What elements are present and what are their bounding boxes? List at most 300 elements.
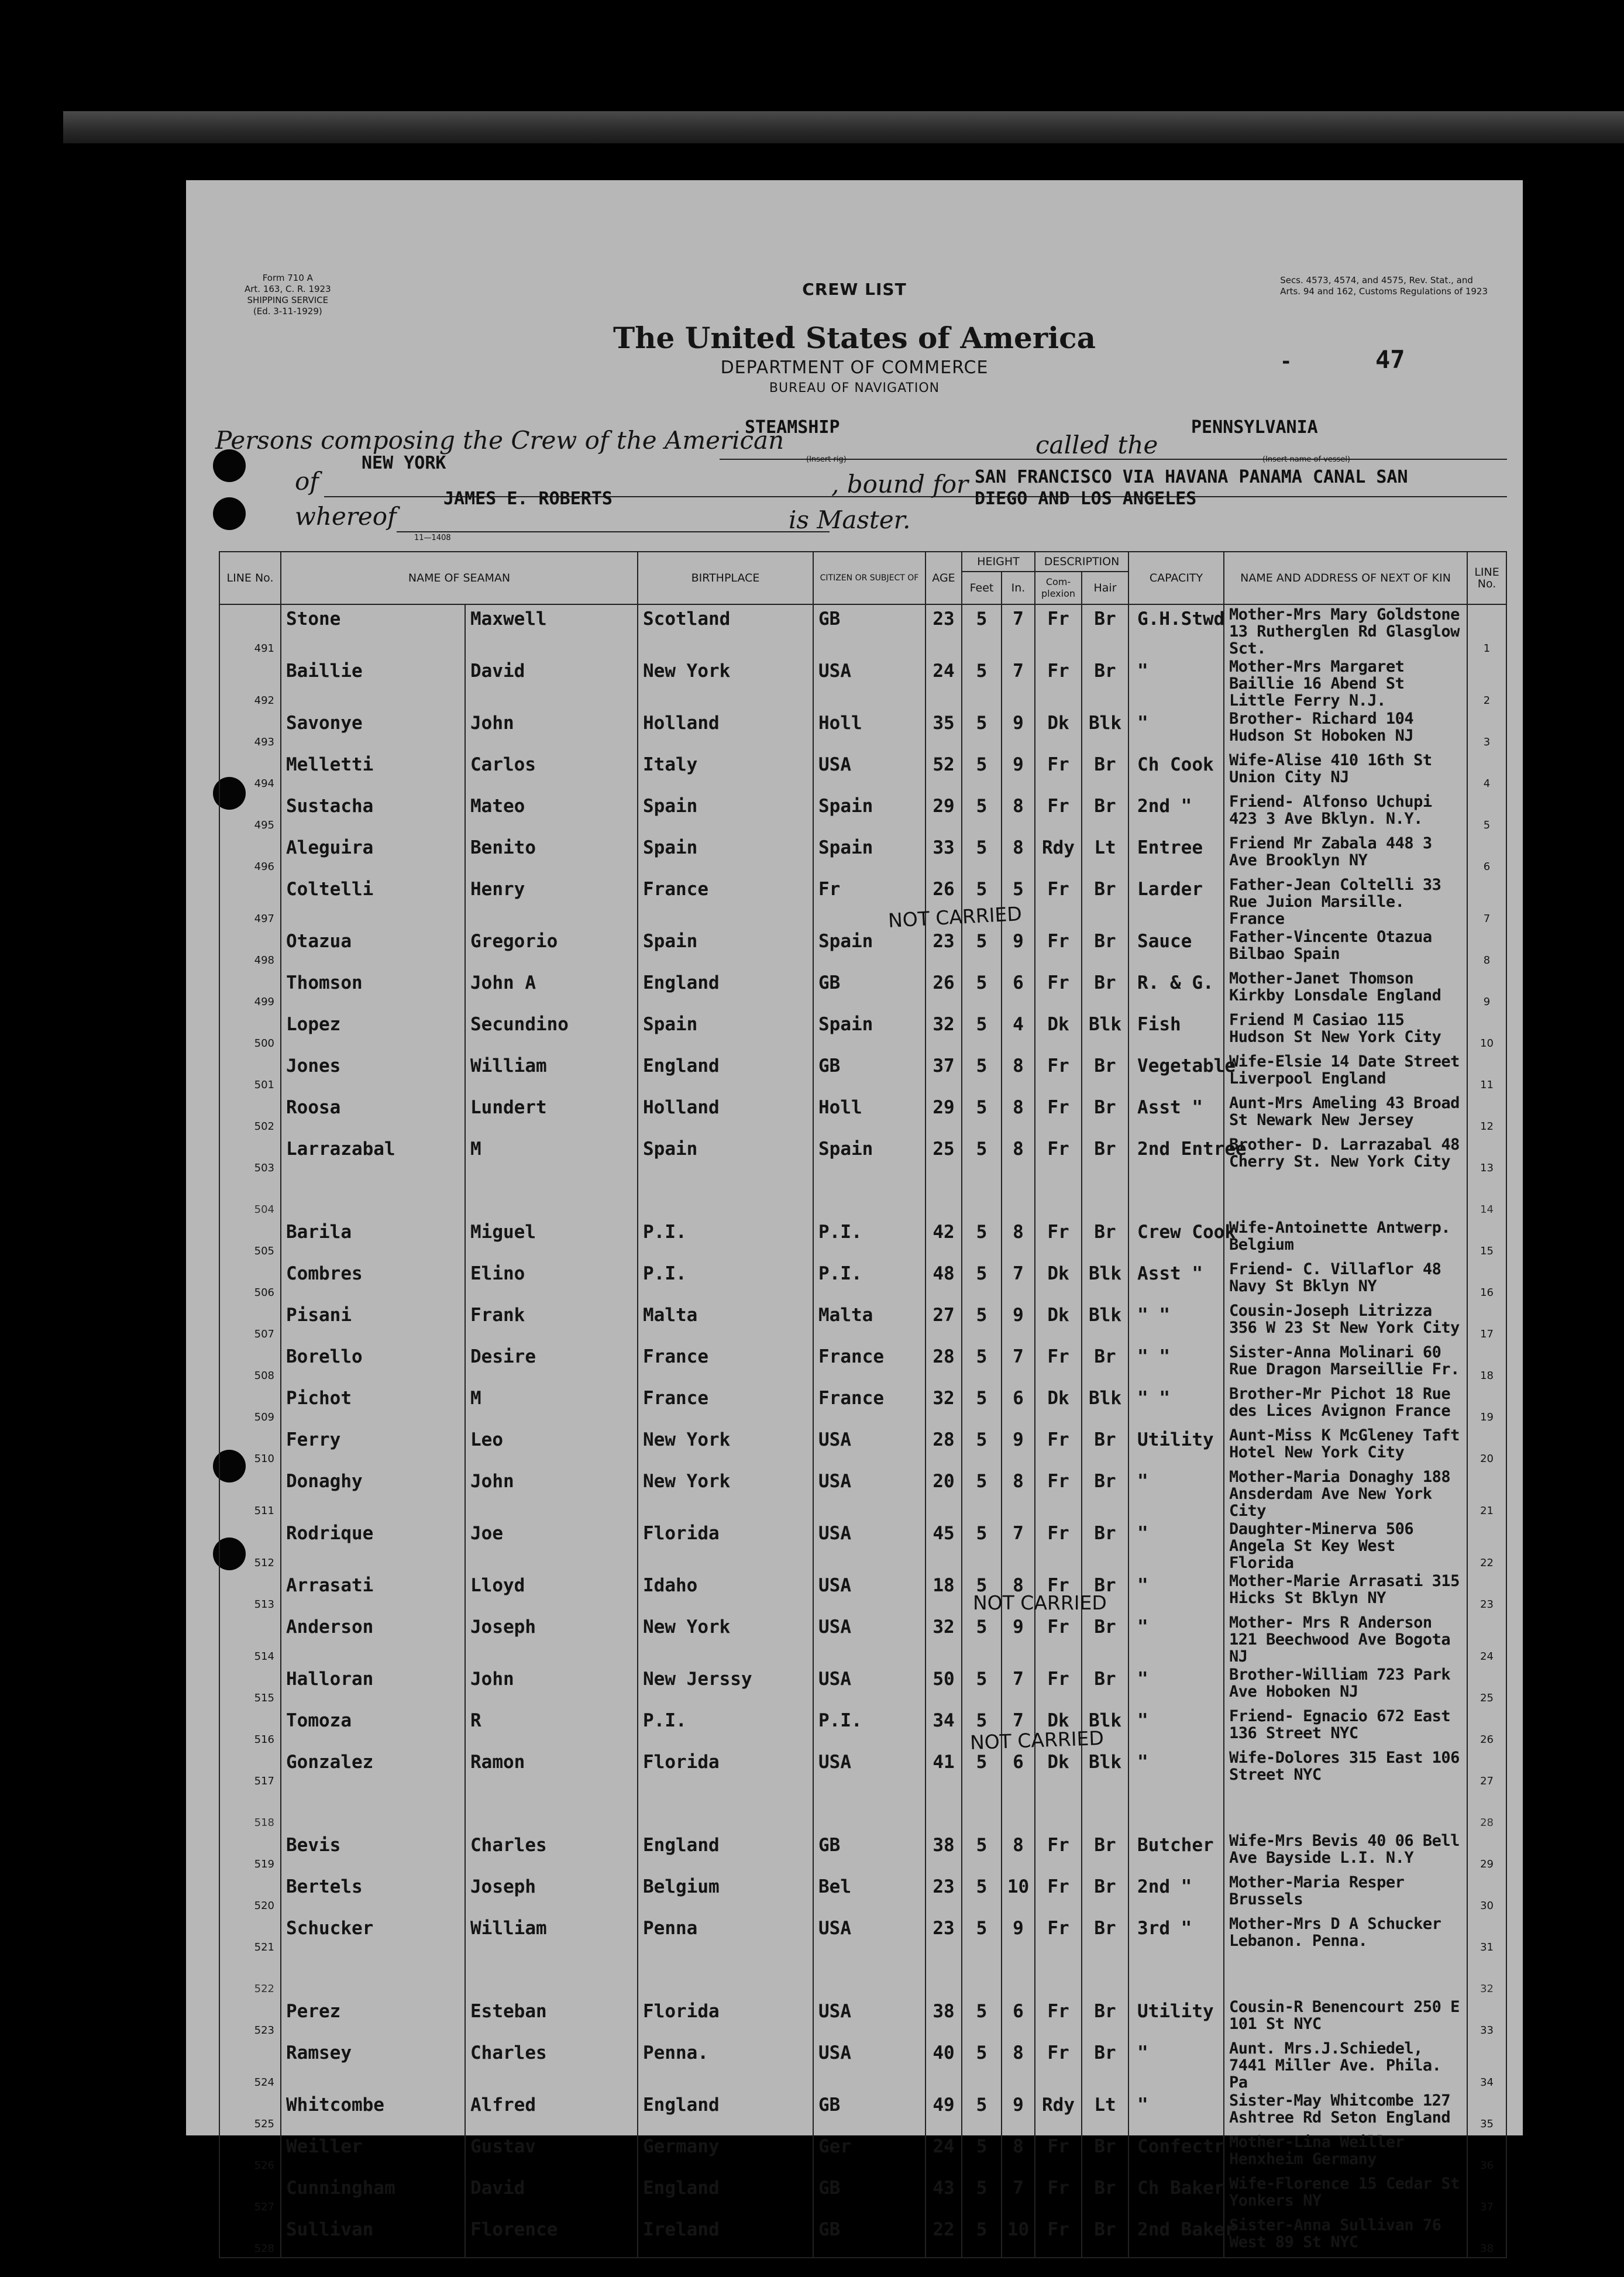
seaman-surname: Aleguira bbox=[281, 834, 465, 875]
height-feet-cell: 5 bbox=[962, 1467, 1002, 1519]
birthplace-cell: England bbox=[638, 1052, 813, 1093]
capacity-cell: Confectr bbox=[1128, 2132, 1224, 2174]
col-age: AGE bbox=[925, 552, 962, 604]
height-feet-cell: 5 bbox=[962, 969, 1002, 1010]
col-height: HEIGHT bbox=[962, 552, 1035, 572]
height-inches-cell: 5 bbox=[1002, 875, 1035, 927]
complexion-cell: Fr bbox=[1035, 875, 1082, 927]
birthplace-cell: P.I. bbox=[638, 1218, 813, 1260]
hair-cell: Br bbox=[1082, 792, 1128, 834]
table-row bbox=[219, 1707, 1506, 1748]
is-master-label: is Master. bbox=[789, 505, 911, 534]
birthplace-cell: New York bbox=[638, 657, 813, 709]
age-cell: 40 bbox=[925, 2039, 962, 2091]
form-number: Form 710 A bbox=[262, 273, 313, 283]
height-feet-cell: 5 bbox=[962, 875, 1002, 927]
capacity-cell: " bbox=[1128, 1467, 1224, 1519]
citizenship-cell: USA bbox=[813, 1519, 925, 1571]
next-of-kin-cell: Aunt-Miss K McGleney Taft Hotel New York City bbox=[1224, 1426, 1467, 1467]
print-code: 11—1408 bbox=[414, 534, 451, 542]
capacity-cell: Asst " bbox=[1128, 1260, 1224, 1301]
height-inches-cell: 7 bbox=[1002, 1519, 1035, 1571]
line-number-cell: 18 bbox=[1467, 1343, 1506, 1384]
line-number-cell: 16 bbox=[1467, 1260, 1506, 1301]
next-of-kin-cell: Sister-May Whitcombe 127 Ashtree Rd Seton England bbox=[1224, 2091, 1467, 2132]
citizenship-cell: USA bbox=[813, 1571, 925, 1613]
col-next-of-kin: NAME AND ADDRESS OF NEXT OF KIN bbox=[1224, 552, 1467, 604]
hair-cell: Br bbox=[1082, 2174, 1128, 2216]
hair-cell: Br bbox=[1082, 2039, 1128, 2091]
insert-vessel-caption: (Insert name of vessel) bbox=[1262, 455, 1351, 464]
birthplace-cell: England bbox=[638, 2091, 813, 2132]
age-cell: 23 bbox=[925, 604, 962, 657]
line-number-cell: 9 bbox=[1467, 969, 1506, 1010]
line-number-cell: 30 bbox=[1467, 1873, 1506, 1914]
citizenship-cell: Fr bbox=[813, 875, 925, 927]
not-carried-handwritten: NOT CARRIED bbox=[973, 1591, 1107, 1614]
next-of-kin-cell: Wife-Alise 410 16th St Union City NJ bbox=[1224, 751, 1467, 792]
birthplace-cell: France bbox=[638, 1343, 813, 1384]
crew-list-title: CREW LIST bbox=[802, 280, 907, 299]
capacity-cell: " bbox=[1128, 709, 1224, 751]
seaman-given-name: John bbox=[465, 1467, 638, 1519]
capacity-cell: 2nd " bbox=[1128, 792, 1224, 834]
col-feet: Feet bbox=[962, 572, 1002, 604]
height-inches-cell: 9 bbox=[1002, 1301, 1035, 1343]
height-feet-cell: 5 bbox=[962, 2091, 1002, 2132]
height-inches-cell: 8 bbox=[1002, 1831, 1035, 1873]
col-line-no-right: LINE No. bbox=[1467, 552, 1506, 604]
table-row bbox=[219, 1177, 1506, 1218]
line-number-cell: 27 bbox=[1467, 1748, 1506, 1790]
seaman-given-name: John bbox=[465, 1665, 638, 1707]
next-of-kin-cell: Sister-Anna Sullivan 76 West 89 St NYC bbox=[1224, 2216, 1467, 2258]
height-inches-cell: 6 bbox=[1002, 1997, 1035, 2039]
capacity-cell: Ch Baker bbox=[1128, 2174, 1224, 2216]
birthplace-cell: France bbox=[638, 1384, 813, 1426]
table-row bbox=[219, 1665, 1506, 1707]
row-serial-number: 493 bbox=[219, 709, 281, 751]
next-of-kin-cell: Wife-Mrs Bevis 40 06 Bell Ave Bayside L.I. N.Y bbox=[1224, 1831, 1467, 1873]
birthplace-cell: Holland bbox=[638, 709, 813, 751]
table-row bbox=[219, 1790, 1506, 1831]
table-row bbox=[219, 1748, 1506, 1790]
citizenship-cell: Spain bbox=[813, 927, 925, 969]
table-row bbox=[219, 1010, 1506, 1052]
crew-table-body bbox=[219, 604, 1506, 2258]
complexion-cell: Dk bbox=[1035, 1010, 1082, 1052]
hair-cell: Br bbox=[1082, 1613, 1128, 1665]
birthplace-cell: England bbox=[638, 969, 813, 1010]
citizenship-cell: GB bbox=[813, 969, 925, 1010]
height-feet-cell: 5 bbox=[962, 1748, 1002, 1790]
seaman-given-name: Ramon bbox=[465, 1748, 638, 1790]
row-serial-number: 503 bbox=[219, 1135, 281, 1177]
row-serial-number: 521 bbox=[219, 1914, 281, 1956]
age-cell: 24 bbox=[925, 657, 962, 709]
bureau-title: BUREAU OF NAVIGATION bbox=[769, 381, 940, 395]
seaman-surname: Combres bbox=[281, 1260, 465, 1301]
age-cell: 33 bbox=[925, 834, 962, 875]
seaman-given-name: Joseph bbox=[465, 1613, 638, 1665]
complexion-cell: Fr bbox=[1035, 1519, 1082, 1571]
seaman-given-name: William bbox=[465, 1914, 638, 1956]
seaman-given-name: Esteban bbox=[465, 1997, 638, 2039]
seaman-given-name: Alfred bbox=[465, 2091, 638, 2132]
citizenship-cell: Bel bbox=[813, 1873, 925, 1914]
seaman-surname: Sullivan bbox=[281, 2216, 465, 2258]
row-serial-number: 524 bbox=[219, 2039, 281, 2091]
capacity-cell: 2nd Baker bbox=[1128, 2216, 1224, 2258]
capacity-cell: Utility bbox=[1128, 1426, 1224, 1467]
birthplace-cell: Italy bbox=[638, 751, 813, 792]
line-number-cell: 23 bbox=[1467, 1571, 1506, 1613]
seaman-surname: Barila bbox=[281, 1218, 465, 1260]
row-serial-number: 512 bbox=[219, 1519, 281, 1571]
called-label: called the bbox=[1035, 431, 1158, 459]
next-of-kin-cell: Friend Mr Zabala 448 3 Ave Brooklyn NY bbox=[1224, 834, 1467, 875]
age-cell: 24 bbox=[925, 2132, 962, 2174]
line-number-cell: 19 bbox=[1467, 1384, 1506, 1426]
citizenship-cell: Ger bbox=[813, 2132, 925, 2174]
complexion-cell: Dk bbox=[1035, 1748, 1082, 1790]
height-inches-cell: 9 bbox=[1002, 1613, 1035, 1665]
capacity-cell: " " bbox=[1128, 1343, 1224, 1384]
citizenship-cell: USA bbox=[813, 751, 925, 792]
height-inches-cell: 10 bbox=[1002, 1873, 1035, 1914]
table-row bbox=[219, 604, 1506, 657]
height-feet-cell: 5 bbox=[962, 2174, 1002, 2216]
complexion-cell bbox=[1035, 1956, 1082, 1997]
height-feet-cell: 5 bbox=[962, 1052, 1002, 1093]
hair-cell: Br bbox=[1082, 1873, 1128, 1914]
line-number-cell: 1 bbox=[1467, 604, 1506, 657]
seaman-surname: Bevis bbox=[281, 1831, 465, 1873]
birthplace-cell: New Jerssy bbox=[638, 1665, 813, 1707]
destination-line-1: SAN FRANCISCO VIA HAVANA PANAMA CANAL SAN bbox=[975, 467, 1408, 487]
table-row bbox=[219, 2174, 1506, 2216]
hair-cell: Br bbox=[1082, 1997, 1128, 2039]
next-of-kin-cell: Friend- Egnacio 672 East 136 Street NYC bbox=[1224, 1707, 1467, 1748]
capacity-cell: " bbox=[1128, 1665, 1224, 1707]
col-citizen: CITIZEN OR SUBJECT OF bbox=[813, 552, 925, 604]
birthplace-cell: Spain bbox=[638, 1010, 813, 1052]
age-cell: 35 bbox=[925, 709, 962, 751]
next-of-kin-cell: Friend- Alfonso Uchupi 423 3 Ave Bklyn. N.Y. bbox=[1224, 792, 1467, 834]
table-row bbox=[219, 2091, 1506, 2132]
citizenship-cell: USA bbox=[813, 1426, 925, 1467]
seaman-surname: Savonye bbox=[281, 709, 465, 751]
birthplace-cell: France bbox=[638, 875, 813, 927]
citizenship-cell: P.I. bbox=[813, 1260, 925, 1301]
age-cell: 38 bbox=[925, 1997, 962, 2039]
age-cell: 26 bbox=[925, 875, 962, 927]
capacity-cell: 2nd Entree bbox=[1128, 1135, 1224, 1177]
table-row bbox=[219, 1571, 1506, 1613]
age-cell: 28 bbox=[925, 1426, 962, 1467]
col-birthplace: BIRTHPLACE bbox=[638, 552, 813, 604]
insert-rig-caption: (Insert rig) bbox=[806, 455, 847, 464]
seaman-given-name: Secundino bbox=[465, 1010, 638, 1052]
citizenship-cell bbox=[813, 1790, 925, 1831]
capacity-cell: " " bbox=[1128, 1384, 1224, 1426]
statute-line-2: Arts. 94 and 162, Customs Regulations of 1923 bbox=[1280, 286, 1488, 297]
next-of-kin-cell: Wife-Dolores 315 East 106 Street NYC bbox=[1224, 1748, 1467, 1790]
seaman-surname: Rodrique bbox=[281, 1519, 465, 1571]
birthplace-cell: Penna bbox=[638, 1914, 813, 1956]
seaman-surname: Halloran bbox=[281, 1665, 465, 1707]
hair-cell: Br bbox=[1082, 604, 1128, 657]
complexion-cell: Fr bbox=[1035, 2216, 1082, 2258]
height-inches-cell: 7 bbox=[1002, 1343, 1035, 1384]
capacity-cell: " " bbox=[1128, 1301, 1224, 1343]
capacity-cell: G.H.Stwd bbox=[1128, 604, 1224, 657]
height-inches-cell: 8 bbox=[1002, 1571, 1035, 1613]
capacity-cell: " bbox=[1128, 657, 1224, 709]
seaman-surname: Pisani bbox=[281, 1301, 465, 1343]
complexion-cell: Dk bbox=[1035, 1301, 1082, 1343]
row-serial-number: 528 bbox=[219, 2216, 281, 2258]
citizenship-cell: GB bbox=[813, 2216, 925, 2258]
line-number-cell: 14 bbox=[1467, 1177, 1506, 1218]
age-cell: 45 bbox=[925, 1519, 962, 1571]
row-serial-number: 491 bbox=[219, 604, 281, 657]
row-serial-number: 492 bbox=[219, 657, 281, 709]
birthplace-cell: Spain bbox=[638, 792, 813, 834]
age-cell: 22 bbox=[925, 2216, 962, 2258]
seaman-given-name: William bbox=[465, 1052, 638, 1093]
col-line-no: LINE No. bbox=[219, 552, 281, 604]
seaman-surname bbox=[281, 1790, 465, 1831]
capacity-cell: Butcher bbox=[1128, 1831, 1224, 1873]
col-inches: In. bbox=[1002, 572, 1035, 604]
capacity-cell: " bbox=[1128, 1519, 1224, 1571]
capacity-cell: Utility bbox=[1128, 1997, 1224, 2039]
seaman-given-name: John bbox=[465, 709, 638, 751]
complexion-cell: Fr bbox=[1035, 604, 1082, 657]
age-cell: 20 bbox=[925, 1467, 962, 1519]
capacity-cell: Larder bbox=[1128, 875, 1224, 927]
seaman-given-name: Elino bbox=[465, 1260, 638, 1301]
height-inches-cell: 8 bbox=[1002, 792, 1035, 834]
table-row bbox=[219, 1343, 1506, 1384]
age-cell: 23 bbox=[925, 1914, 962, 1956]
hair-cell: Br bbox=[1082, 1343, 1128, 1384]
seaman-surname: Borello bbox=[281, 1343, 465, 1384]
complexion-cell: Fr bbox=[1035, 927, 1082, 969]
seaman-surname: Stone bbox=[281, 604, 465, 657]
row-serial-number: 525 bbox=[219, 2091, 281, 2132]
seaman-given-name: Charles bbox=[465, 2039, 638, 2091]
next-of-kin-cell: Brother- Richard 104 Hudson St Hoboken NJ bbox=[1224, 709, 1467, 751]
line-number-cell: 31 bbox=[1467, 1914, 1506, 1956]
table-row bbox=[219, 1997, 1506, 2039]
citizenship-cell: USA bbox=[813, 1997, 925, 2039]
age-cell: 32 bbox=[925, 1384, 962, 1426]
row-serial-number: 523 bbox=[219, 1997, 281, 2039]
seaman-surname bbox=[281, 1177, 465, 1218]
age-cell: 52 bbox=[925, 751, 962, 792]
table-row bbox=[219, 1384, 1506, 1426]
seaman-given-name: Gustav bbox=[465, 2132, 638, 2174]
col-name: NAME OF SEAMAN bbox=[281, 552, 638, 604]
hair-cell: Br bbox=[1082, 1218, 1128, 1260]
hair-cell: Br bbox=[1082, 1665, 1128, 1707]
height-feet-cell: 5 bbox=[962, 751, 1002, 792]
next-of-kin-cell: Wife-Florence 15 Cedar St Yonkers NY bbox=[1224, 2174, 1467, 2216]
seaman-given-name: Lloyd bbox=[465, 1571, 638, 1613]
citizenship-cell: Malta bbox=[813, 1301, 925, 1343]
height-feet-cell: 5 bbox=[962, 1135, 1002, 1177]
seaman-surname: Pichot bbox=[281, 1384, 465, 1426]
seaman-surname: Ramsey bbox=[281, 2039, 465, 2091]
seaman-given-name: David bbox=[465, 657, 638, 709]
row-serial-number: 504 bbox=[219, 1177, 281, 1218]
complexion-cell: Rdy bbox=[1035, 2091, 1082, 2132]
height-inches-cell: 9 bbox=[1002, 2091, 1035, 2132]
seaman-surname: Otazua bbox=[281, 927, 465, 969]
citizenship-cell: GB bbox=[813, 1052, 925, 1093]
capacity-cell: Vegetable bbox=[1128, 1052, 1224, 1093]
height-inches-cell: 7 bbox=[1002, 604, 1035, 657]
hair-cell: Br bbox=[1082, 2216, 1128, 2258]
line-number-cell: 2 bbox=[1467, 657, 1506, 709]
complexion-cell: Dk bbox=[1035, 709, 1082, 751]
age-cell: 41 bbox=[925, 1748, 962, 1790]
hair-cell: Blk bbox=[1082, 1260, 1128, 1301]
hair-cell: Br bbox=[1082, 1467, 1128, 1519]
line-number-cell: 17 bbox=[1467, 1301, 1506, 1343]
capacity-cell: Ch Cook bbox=[1128, 751, 1224, 792]
complexion-cell: Fr bbox=[1035, 2174, 1082, 2216]
seaman-surname: Cunningham bbox=[281, 2174, 465, 2216]
row-serial-number: 507 bbox=[219, 1301, 281, 1343]
complexion-cell: Fr bbox=[1035, 1831, 1082, 1873]
height-feet-cell: 5 bbox=[962, 1571, 1002, 1613]
complexion-cell: Fr bbox=[1035, 969, 1082, 1010]
height-inches-cell: 6 bbox=[1002, 1384, 1035, 1426]
citizenship-cell: P.I. bbox=[813, 1707, 925, 1748]
table-row bbox=[219, 2039, 1506, 2091]
height-inches-cell: 9 bbox=[1002, 751, 1035, 792]
height-inches-cell: 4 bbox=[1002, 1010, 1035, 1052]
seaman-given-name bbox=[465, 1790, 638, 1831]
citizenship-cell: USA bbox=[813, 1613, 925, 1665]
age-cell: 29 bbox=[925, 1093, 962, 1135]
hair-cell: Br bbox=[1082, 1426, 1128, 1467]
line-number-cell: 15 bbox=[1467, 1218, 1506, 1260]
height-feet-cell: 5 bbox=[962, 2132, 1002, 2174]
citizenship-cell: Holl bbox=[813, 709, 925, 751]
age-cell: 23 bbox=[925, 1873, 962, 1914]
capacity-cell: Crew Cook bbox=[1128, 1218, 1224, 1260]
line-number-cell: 11 bbox=[1467, 1052, 1506, 1093]
vessel-name: PENNSYLVANIA bbox=[1191, 417, 1318, 438]
height-inches-cell: 8 bbox=[1002, 1135, 1035, 1177]
scanner-bar bbox=[63, 111, 1624, 143]
seaman-surname: Jones bbox=[281, 1052, 465, 1093]
age-cell: 37 bbox=[925, 1052, 962, 1093]
capacity-cell: Entree bbox=[1128, 834, 1224, 875]
height-feet-cell bbox=[962, 1177, 1002, 1218]
row-serial-number: 522 bbox=[219, 1956, 281, 1997]
seaman-surname: Roosa bbox=[281, 1093, 465, 1135]
height-inches-cell: 8 bbox=[1002, 1467, 1035, 1519]
seaman-surname: Donaghy bbox=[281, 1467, 465, 1519]
height-feet-cell: 5 bbox=[962, 834, 1002, 875]
seaman-surname: Ferry bbox=[281, 1426, 465, 1467]
birthplace-cell bbox=[638, 1790, 813, 1831]
hair-cell: Br bbox=[1082, 657, 1128, 709]
line-number-cell: 4 bbox=[1467, 751, 1506, 792]
capacity-cell: " bbox=[1128, 1707, 1224, 1748]
age-cell: 32 bbox=[925, 1010, 962, 1052]
hair-cell: Blk bbox=[1082, 1748, 1128, 1790]
birthplace-cell bbox=[638, 1177, 813, 1218]
citizenship-cell: Spain bbox=[813, 792, 925, 834]
next-of-kin-cell: Brother-Mr Pichot 18 Rue des Lices Avignon France bbox=[1224, 1384, 1467, 1426]
complexion-cell: Dk bbox=[1035, 1384, 1082, 1426]
birthplace-cell: New York bbox=[638, 1467, 813, 1519]
master-name: JAMES E. ROBERTS bbox=[443, 489, 613, 509]
birthplace-cell: Florida bbox=[638, 1997, 813, 2039]
line-number-cell: 34 bbox=[1467, 2039, 1506, 2091]
row-serial-number: 497 bbox=[219, 875, 281, 927]
age-cell: 49 bbox=[925, 2091, 962, 2132]
table-row bbox=[219, 927, 1506, 969]
row-serial-number: 527 bbox=[219, 2174, 281, 2216]
crew-table bbox=[219, 551, 1507, 2258]
seaman-given-name: M bbox=[465, 1384, 638, 1426]
height-feet-cell: 5 bbox=[962, 657, 1002, 709]
row-serial-number: 518 bbox=[219, 1790, 281, 1831]
next-of-kin-cell: Cousin-Joseph Litrizza 356 W 23 St New York City bbox=[1224, 1301, 1467, 1343]
citizenship-cell: GB bbox=[813, 1831, 925, 1873]
table-row bbox=[219, 1914, 1506, 1956]
table-row bbox=[219, 1426, 1506, 1467]
citizenship-cell: USA bbox=[813, 1665, 925, 1707]
seaman-surname: Perez bbox=[281, 1997, 465, 2039]
hair-cell: Br bbox=[1082, 875, 1128, 927]
row-serial-number: 496 bbox=[219, 834, 281, 875]
height-inches-cell: 6 bbox=[1002, 969, 1035, 1010]
height-feet-cell: 5 bbox=[962, 927, 1002, 969]
birthplace-cell: Idaho bbox=[638, 1571, 813, 1613]
hair-cell bbox=[1082, 1790, 1128, 1831]
hair-cell: Br bbox=[1082, 1831, 1128, 1873]
height-feet-cell: 5 bbox=[962, 2216, 1002, 2258]
line-number-cell: 28 bbox=[1467, 1790, 1506, 1831]
citizenship-cell: USA bbox=[813, 657, 925, 709]
seaman-surname: Larrazabal bbox=[281, 1135, 465, 1177]
birthplace-cell: Holland bbox=[638, 1093, 813, 1135]
age-cell: 28 bbox=[925, 1343, 962, 1384]
height-feet-cell bbox=[962, 1956, 1002, 1997]
citizenship-cell: Spain bbox=[813, 834, 925, 875]
next-of-kin-cell bbox=[1224, 1956, 1467, 1997]
next-of-kin-cell: Father-Vincente Otazua Bilbao Spain bbox=[1224, 927, 1467, 969]
row-serial-number: 517 bbox=[219, 1748, 281, 1790]
capacity-cell: 3rd " bbox=[1128, 1914, 1224, 1956]
birthplace-cell: Spain bbox=[638, 927, 813, 969]
table-row bbox=[219, 1613, 1506, 1665]
height-inches-cell: 9 bbox=[1002, 927, 1035, 969]
seaman-given-name: Lundert bbox=[465, 1093, 638, 1135]
hair-cell: Br bbox=[1082, 1519, 1128, 1571]
height-feet-cell: 5 bbox=[962, 1519, 1002, 1571]
height-feet-cell: 5 bbox=[962, 1343, 1002, 1384]
complexion-cell bbox=[1035, 1790, 1082, 1831]
